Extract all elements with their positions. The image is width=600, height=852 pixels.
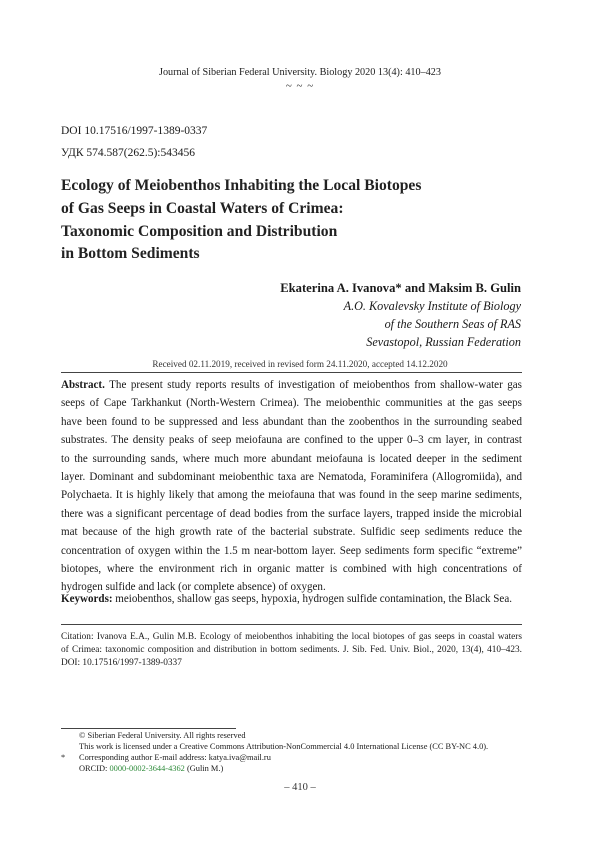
abstract-line: to the surrounding sands, where much more abundant meiofauna is located deeper in the sediment bbox=[61, 452, 522, 465]
license-note: This work is licensed under a Creative Commons Attribution-NonCommercial 4.0 International License (CC BY-NC 4.0). bbox=[79, 742, 489, 751]
abstract-line: hydrogen sulfide and lack (or complete absence) of oxygen. bbox=[61, 581, 326, 594]
title-line: of Gas Seeps in Coastal Waters of Crimea: bbox=[61, 199, 344, 217]
received-dates: Received 02.11.2019, received in revised form 24.11.2020, accepted 14.12.2020 bbox=[152, 359, 448, 369]
header-ornament: ~ ~ ~ bbox=[285, 80, 315, 92]
title-line: in Bottom Sediments bbox=[61, 245, 200, 263]
abstract-line: there was a significant percentage of dead bodies from the surface layers, trapped inside the microbial bbox=[61, 507, 522, 520]
keywords-label: Keywords: bbox=[61, 593, 113, 605]
keywords-text: meiobenthos, shallow gas seeps, hypoxia, hydrogen sulfide contamination, the Black Sea. bbox=[112, 593, 512, 605]
affiliation-line: A.O. Kovalevsky Institute of Biology bbox=[343, 299, 521, 313]
abstract-label: Abstract. bbox=[61, 379, 105, 391]
abstract-line: substrates. The density peaks of seep meiofauna are confined to the upper 0–3 cm layer, in contrast bbox=[61, 434, 522, 447]
authors: Ekaterina A. Ivanova* and Maksim B. Gulin bbox=[280, 281, 521, 295]
orcid-note: ORCID: 0000-0002-3644-4362 (Gulin M.) bbox=[79, 764, 224, 773]
orcid-link[interactable]: 0000-0002-3644-4362 bbox=[109, 764, 185, 773]
abstract-line: seeps of Cape Tarkhankut (North-Western Crimea). The meiobenthic communities at the gas seeps bbox=[61, 397, 522, 410]
article-title bbox=[61, 175, 531, 266]
abstract-line: mat because of the high growth rate of the bacterial substrate. Sulfidic seep sediments reduce the bbox=[61, 526, 522, 539]
divider bbox=[61, 624, 522, 625]
citation-line: DOI: 10.17516/1997-1389-0337 bbox=[61, 658, 182, 669]
title-line: Taxonomic Composition and Distribution bbox=[61, 222, 338, 240]
keywords bbox=[61, 593, 531, 605]
abstract bbox=[61, 376, 522, 597]
abstract-line: Abstract. The present study reports results of investigation of meiobenthos from shallow-water gas bbox=[61, 379, 522, 391]
journal-header: Journal of Siberian Federal University. Biology 2020 13(4): 410–423 bbox=[158, 67, 441, 78]
abstract-line: concentration of oxygen within the 1.5 m near-bottom layer. Seep sediments form specific “extreme” bbox=[61, 544, 522, 557]
abstract-line: Polychaeta. It is highly likely that among the meiofauna that was found in the seep marine sediments, bbox=[61, 489, 522, 502]
abstract-line: biotopes, where the environment rich in organic matter is combined with high concentrations of bbox=[61, 562, 522, 575]
divider bbox=[61, 372, 522, 373]
doi: DOI 10.17516/1997-1389-0337 bbox=[61, 125, 208, 137]
udk-code: УДК 574.587(262.5):543456 bbox=[61, 147, 195, 159]
page-number: – 410 – bbox=[284, 782, 316, 793]
footnote-divider bbox=[61, 728, 236, 729]
corresponding-author-note: * Corresponding author E-mail address: katya.iva@mail.ru bbox=[61, 753, 271, 762]
abstract-line: have been found to be suppressed and less abundant than the zoobenthos in the surrounding seabed bbox=[61, 415, 522, 428]
affiliation-line: of the Southern Seas of RAS bbox=[384, 317, 521, 331]
citation-line: Citation: Ivanova E.A., Gulin M.B. Ecology of meiobenthos inhabiting the local biotopes of gas seeps in coastal waters bbox=[61, 632, 522, 642]
affiliation-line: Sevastopol, Russian Federation bbox=[366, 335, 521, 349]
citation-line: of Crimea: taxonomic composition and distribution in bottom sediments. J. Sib. Fed. Univ. Biol., 2020, 13(4), 410–423. bbox=[61, 645, 522, 656]
title-line: Ecology of Meiobenthos Inhabiting the Local Biotopes bbox=[61, 177, 422, 194]
copyright-note: © Siberian Federal University. All rights reserved bbox=[79, 731, 246, 740]
abstract-line: layer. Dominant and subdominant meiobenthic taxa are Nematoda, Foraminifera (Allogromiida), and bbox=[61, 470, 522, 483]
citation bbox=[61, 631, 522, 671]
